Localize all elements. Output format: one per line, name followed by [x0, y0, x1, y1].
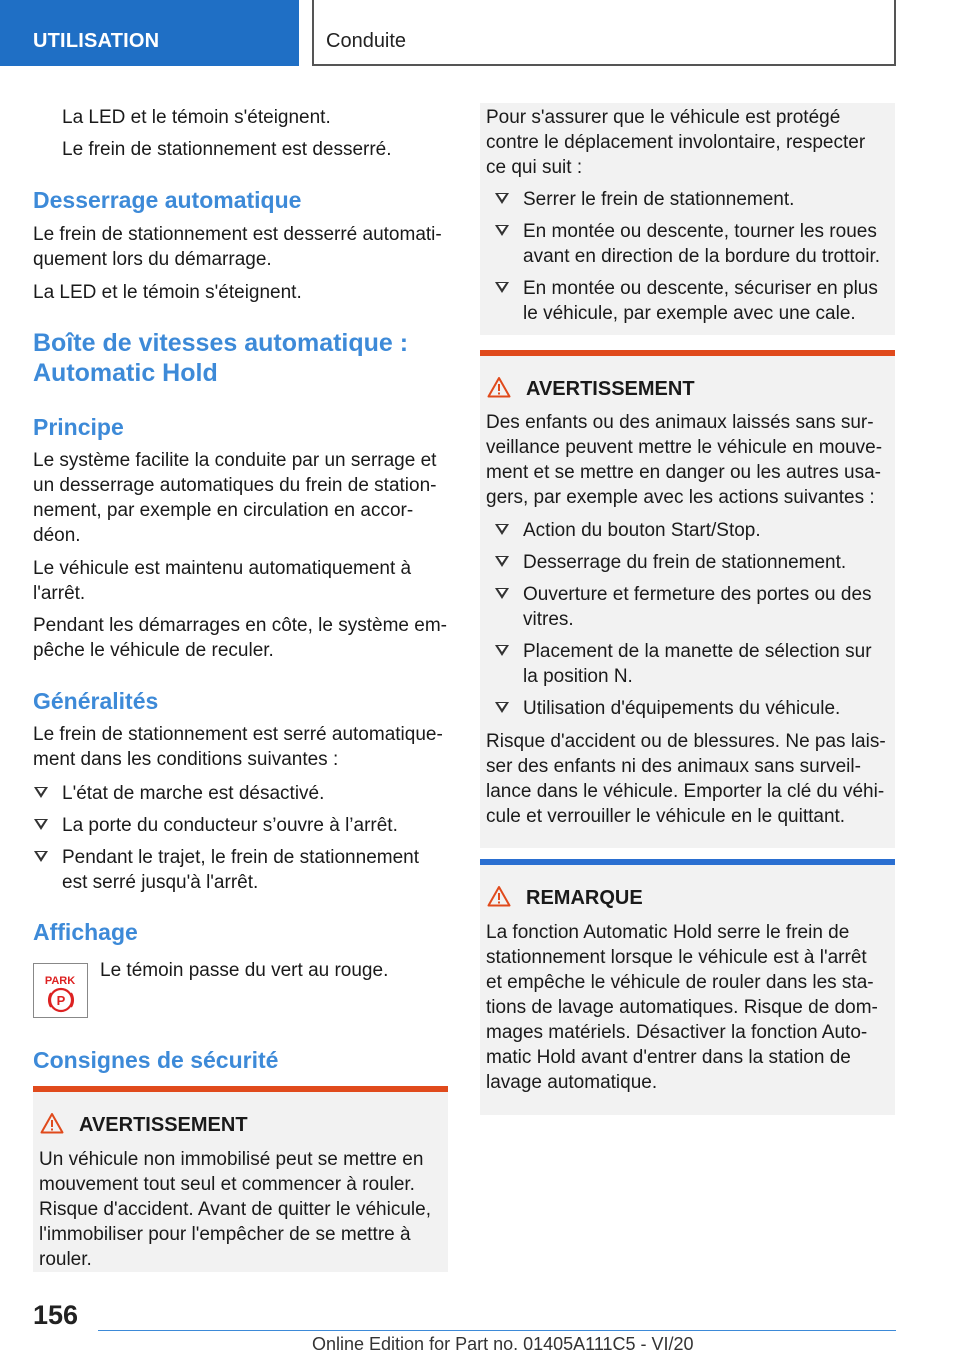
protection-line: contre le déplacement involontaire, respecter	[486, 132, 866, 153]
warning-triangle-icon	[40, 1112, 64, 1134]
consignes-heading: Consignes de sécurité	[33, 1047, 279, 1073]
list-item-text: Desserrage du frein de stationnement.	[523, 552, 847, 573]
list-item	[494, 639, 894, 689]
list-item-text: Ouverture et fermeture des portes ou des	[523, 584, 872, 605]
warning-line: ment et se mettre en danger ou les autres usa-	[486, 462, 881, 483]
section-tab	[0, 0, 299, 66]
warning-conclusion	[486, 729, 894, 829]
warning-triangle-icon	[487, 376, 511, 398]
maintenu-line: l'arrêt.	[33, 583, 86, 604]
list-item	[33, 813, 448, 838]
protection-line: Pour s'assurer que le véhicule est protégé	[486, 107, 841, 128]
principe-paragraph	[33, 448, 453, 548]
desserrage-text-2: quement lors du démarrage.	[33, 249, 272, 270]
demarrage-line: pêche le véhicule de reculer.	[33, 640, 274, 661]
list-item-text: la position N.	[523, 666, 633, 687]
warning-actions-list	[494, 518, 894, 721]
warning-line: l'immobiliser pour l'empêcher de se mettre à	[39, 1224, 411, 1245]
list-item-text: le véhicule, par exemple avec une cale.	[523, 303, 856, 324]
notice-paragraph	[486, 920, 894, 1095]
intro-line-2: Le frein de stationnement est desserré.	[62, 139, 392, 160]
notice-box	[480, 865, 895, 1115]
triangle-bullet-icon	[34, 787, 48, 798]
notice-line: lavage automatique.	[486, 1072, 658, 1093]
notice-line: La fonction Automatic Hold serre le frein de	[486, 922, 850, 943]
warning-line: cule et verrouiller le véhicule en le quittant.	[486, 806, 846, 827]
notice-triangle-icon	[487, 885, 511, 907]
boite-heading-1: Boîte de vitesses automatique :	[33, 329, 409, 357]
triangle-bullet-icon	[495, 702, 509, 713]
park-icon-letter: P	[56, 993, 66, 1008]
notice-line: matic Hold avant d'entrer dans la station de	[486, 1047, 851, 1068]
chapter-tab	[312, 0, 896, 66]
triangle-bullet-icon	[495, 645, 509, 656]
warning-title: AVERTISSEMENT	[79, 1114, 248, 1136]
generalites-paragraph	[33, 722, 453, 772]
list-item-text: Serrer le frein de stationnement.	[523, 189, 795, 210]
list-item	[33, 781, 448, 806]
footer-edition: Online Edition for Part no. 01405A111C5 - VI/20	[312, 1334, 694, 1354]
desserrage-heading: Desserrage automatique	[33, 187, 302, 213]
warning-line: lance dans le véhicule. Emporter la clé du véhi-	[486, 781, 885, 802]
triangle-bullet-icon	[495, 193, 509, 204]
generalites-line: Le frein de stationnement est serré automatique-	[33, 724, 443, 745]
chapter-title: Conduite	[326, 30, 407, 52]
affichage-text: Le témoin passe du vert au rouge.	[100, 960, 389, 981]
list-item-text: Pendant le trajet, le frein de stationnement	[62, 847, 420, 868]
principe-line: déon.	[33, 525, 81, 546]
list-item-text: est serré jusqu'à l'arrêt.	[62, 872, 259, 893]
affichage-heading: Affichage	[33, 919, 138, 945]
notice-line: stationnement lorsque le véhicule est à l'arrêt	[486, 947, 867, 968]
triangle-bullet-icon	[34, 851, 48, 862]
principe-line: Le système facilite la conduite par un serrage et	[33, 450, 437, 471]
section-title: UTILISATION	[33, 30, 160, 52]
list-item	[33, 845, 448, 895]
triangle-bullet-icon	[34, 819, 48, 830]
park-brake-icon-graphic	[34, 964, 89, 1019]
warning-line: Des enfants ou des animaux laissés sans sur-	[486, 412, 874, 433]
notice-line: mages matériels. Désactiver la fonction Auto-	[486, 1022, 868, 1043]
list-item-text: avant en direction de la bordure du trottoir.	[523, 246, 881, 267]
park-icon-word: PARK	[44, 975, 76, 987]
principe-heading: Principe	[33, 414, 124, 440]
desserrage-text-3: La LED et le témoin s'éteignent.	[33, 282, 302, 303]
warning-paragraph	[486, 410, 894, 510]
warning-line: gers, par exemple avec les actions suivantes :	[486, 487, 875, 508]
protection-box	[480, 103, 895, 335]
notice-line: tions de lavage automatiques. Risque de dom-	[486, 997, 878, 1018]
list-item-text: Utilisation d'équipements du véhicule.	[523, 698, 841, 719]
maintenu-paragraph	[33, 556, 453, 606]
footer-divider	[98, 1330, 896, 1331]
page-number: 156	[33, 1300, 79, 1330]
list-item-text: Action du bouton Start/Stop.	[523, 520, 761, 541]
warning-title: AVERTISSEMENT	[526, 378, 695, 400]
list-item-text: En montée ou descente, tourner les roues	[523, 221, 877, 242]
warning-box-children	[480, 356, 895, 848]
triangle-bullet-icon	[495, 556, 509, 567]
protection-list	[494, 187, 894, 326]
notice-line: et empêche le véhicule de rouler dans les sta-	[486, 972, 874, 993]
demarrage-paragraph	[33, 613, 453, 663]
generalites-line: ment dans les conditions suivantes :	[33, 749, 339, 770]
principe-line: un desserrage automatiques du frein de station-	[33, 475, 437, 496]
list-item	[494, 187, 894, 212]
list-item-text: vitres.	[523, 609, 574, 630]
boite-heading-2: Automatic Hold	[33, 359, 218, 387]
triangle-bullet-icon	[495, 588, 509, 599]
list-item	[494, 582, 894, 632]
list-item	[494, 518, 894, 543]
list-item-text: L'état de marche est désactivé.	[62, 783, 325, 804]
list-item-text: Placement de la manette de sélection sur	[523, 641, 872, 662]
warning-box	[33, 1092, 448, 1272]
demarrage-line: Pendant les démarrages en côte, le système em-	[33, 615, 447, 636]
warning-line: mouvement tout seul et commencer à rouler.	[39, 1174, 415, 1195]
triangle-bullet-icon	[495, 524, 509, 535]
conditions-list	[33, 781, 448, 895]
triangle-bullet-icon	[495, 282, 509, 293]
desserrage-text-1: Le frein de stationnement est desserré automati-	[33, 224, 442, 245]
warning-line: rouler.	[39, 1249, 92, 1270]
list-item	[494, 550, 894, 575]
park-brake-icon	[33, 963, 88, 1018]
warning-line: ser des enfants ni des animaux sans surveil-	[486, 756, 861, 777]
list-item-text: La porte du conducteur s’ouvre à l’arrêt.	[62, 815, 398, 836]
list-item-text: En montée ou descente, sécuriser en plus	[523, 278, 878, 299]
protection-line: ce qui suit :	[486, 157, 583, 178]
list-item	[494, 696, 894, 721]
list-item	[494, 276, 894, 326]
notice-title: REMARQUE	[526, 887, 643, 909]
maintenu-line: Le véhicule est maintenu automatiquement à	[33, 558, 412, 579]
list-item	[494, 219, 894, 269]
warning-line: Risque d'accident ou de blessures. Ne pas lais-	[486, 731, 886, 752]
warning-line: veillance peuvent mettre le véhicule en mouve-	[486, 437, 883, 458]
principe-line: nement, par exemple en circulation en accor-	[33, 500, 414, 521]
generalites-heading: Généralités	[33, 688, 159, 714]
intro-line-1: La LED et le témoin s'éteignent.	[62, 107, 331, 128]
triangle-bullet-icon	[495, 225, 509, 236]
warning-paragraph	[39, 1147, 447, 1272]
protection-paragraph	[486, 105, 894, 180]
warning-line: Un véhicule non immobilisé peut se mettre en	[39, 1149, 424, 1170]
warning-line: Risque d'accident. Avant de quitter le véhicule,	[39, 1199, 431, 1220]
